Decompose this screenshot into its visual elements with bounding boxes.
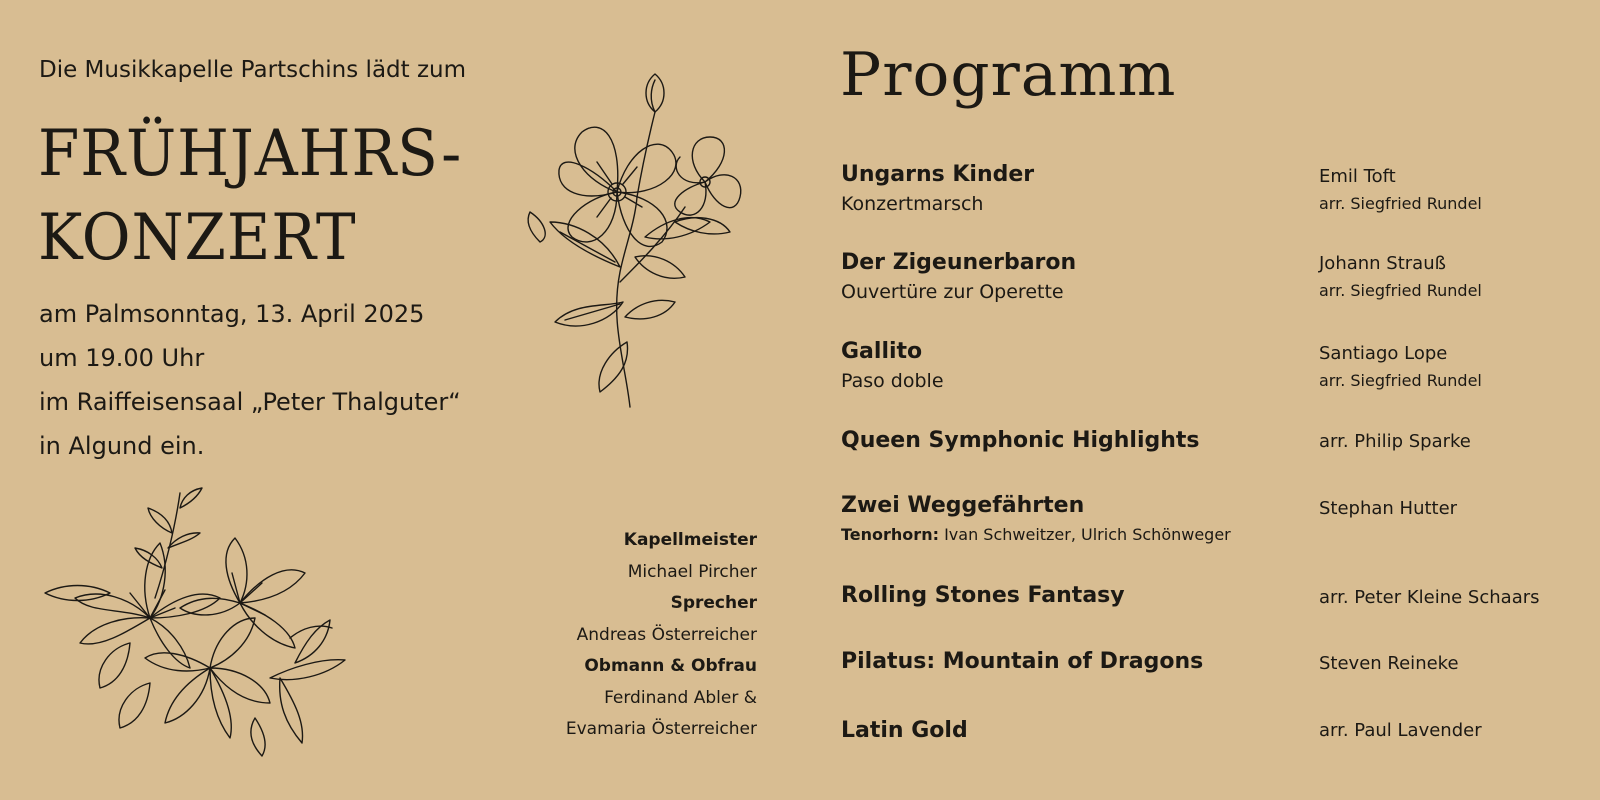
piece-credits <box>1319 717 1482 745</box>
event-details <box>39 292 461 468</box>
piece-credits <box>1319 495 1457 523</box>
concert-title-line2: KONZERT <box>38 201 357 275</box>
piece-credits <box>1319 650 1459 678</box>
program-item <box>841 492 1231 550</box>
piece-subtitle: Konzertmarsch <box>841 193 984 215</box>
program-item <box>841 582 1125 610</box>
invitation-intro: Die Musikkapelle Partschins lädt zum <box>39 57 467 83</box>
piece-arranger: arr. Siegfried Rundel <box>1319 194 1482 213</box>
program-item <box>841 717 968 745</box>
program-item <box>841 249 1076 307</box>
piece-composer: arr. Philip Sparke <box>1319 431 1471 452</box>
credit-name-speaker: Andreas Österreicher <box>576 624 757 645</box>
piece-soloists <box>841 520 1231 550</box>
credit-name-conductor: Michael Pircher <box>627 561 757 582</box>
lily-bouquet-icon <box>40 488 360 758</box>
piece-arranger: arr. Siegfried Rundel <box>1319 371 1482 390</box>
piece-credits <box>1319 163 1482 217</box>
concert-title-line1: FRÜHJAHRS- <box>38 117 463 191</box>
piece-title: Queen Symphonic Highlights <box>841 428 1200 453</box>
soloist-label: Tenorhorn: <box>841 525 939 544</box>
piece-title: Latin Gold <box>841 718 968 743</box>
piece-title: Der Zigeunerbaron <box>841 250 1077 275</box>
credit-role-chair: Obmann & Obfrau <box>584 656 757 676</box>
program-item <box>841 338 944 396</box>
piece-composer: arr. Peter Kleine Schaars <box>1319 587 1540 608</box>
piece-arranger: arr. Siegfried Rundel <box>1319 281 1482 300</box>
event-location: in Algund ein. <box>39 432 205 460</box>
piece-subtitle: Paso doble <box>841 370 944 392</box>
piece-credits <box>1319 250 1482 304</box>
piece-title: Rolling Stones Fantasy <box>841 583 1125 608</box>
program-item <box>841 648 1203 676</box>
program-item <box>841 427 1200 455</box>
piece-title: Ungarns Kinder <box>841 162 1035 187</box>
soloist-names: Ivan Schweitzer, Ulrich Schönweger <box>938 525 1231 544</box>
credit-role-conductor: Kapellmeister <box>623 530 757 550</box>
event-date: am Palmsonntag, 13. April 2025 <box>39 300 425 328</box>
piece-title: Gallito <box>841 339 923 364</box>
credit-name-chair-2: Evamaria Österreicher <box>565 719 757 739</box>
program-title: Programm <box>840 40 1177 110</box>
event-time: um 19.00 Uhr <box>39 344 205 372</box>
credit-name-chair-1: Ferdinand Abler & <box>604 687 757 708</box>
rose-flower-icon <box>525 72 755 412</box>
piece-composer: Steven Reineke <box>1319 653 1459 674</box>
event-venue: im Raiffeisensaal „Peter Thalguter“ <box>39 388 461 416</box>
credits <box>566 525 757 746</box>
piece-credits <box>1319 428 1471 456</box>
piece-composer: arr. Paul Lavender <box>1319 720 1482 741</box>
concert-title <box>38 112 462 280</box>
piece-title: Pilatus: Mountain of Dragons <box>841 649 1204 674</box>
piece-composer: Emil Toft <box>1319 166 1396 187</box>
piece-composer: Stephan Hutter <box>1319 498 1458 519</box>
piece-title: Zwei Weggefährten <box>841 493 1085 518</box>
credit-role-speaker: Sprecher <box>670 593 757 613</box>
piece-credits <box>1319 340 1482 394</box>
piece-credits <box>1319 584 1540 612</box>
program-item <box>841 161 1034 219</box>
piece-composer: Santiago Lope <box>1319 343 1448 364</box>
piece-subtitle: Ouvertüre zur Operette <box>841 281 1064 303</box>
piece-composer: Johann Strauß <box>1319 253 1446 274</box>
